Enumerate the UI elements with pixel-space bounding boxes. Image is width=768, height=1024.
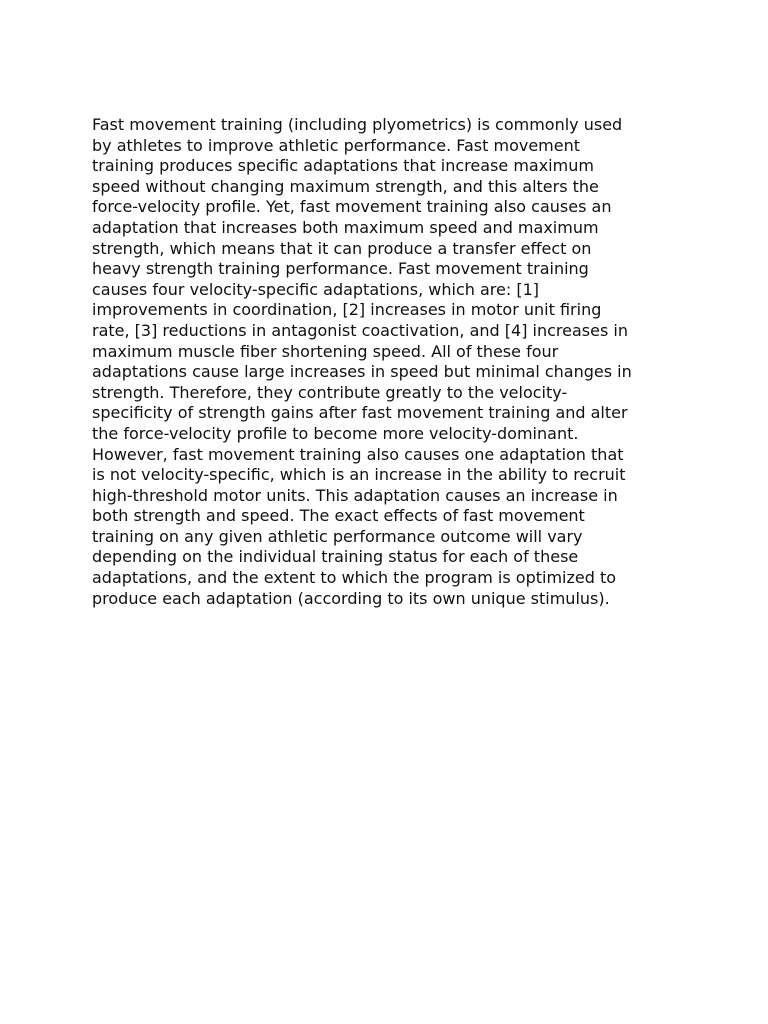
body-paragraph: Fast movement training (including plyometrics) is commonly used by athletes to improve athletic performance. Fast movement training produces specific adaptations that increase maximum speed without changing maximum strength, and this alters the force-velocity profile. Yet, fast movement training also causes an adaptation that increases both maximum speed and maximum strength, which means that it can produce a transfer effect on heavy strength training performance. Fast movement training causes four velocity-specific adaptations, which are: [1] improvements in coordination, [2] increases in motor unit firing rate, [3] reductions in antagonist coactivation, and [4] increases in maximum muscle fiber shortening speed. All of these four adaptations cause large increases in speed but minimal changes in strength. Therefore, they contribute greatly to the velocity- specificity of strength gains after fast movement training and alter the force-velocity profile to become more velocity-dominant. However, fast movement training also causes one adaptation that is not velocity-specific, which is an increase in the ability to recruit high-threshold motor units. This adaptation causes an increase in both strength and speed. The exact effects of fast movement training on any given athletic performance outcome will vary depending on the individual training status for each of these adaptations, and the extent to which the program is optimized to produce each adaptation (according to its own unique stimulus). [92, 115, 632, 608]
